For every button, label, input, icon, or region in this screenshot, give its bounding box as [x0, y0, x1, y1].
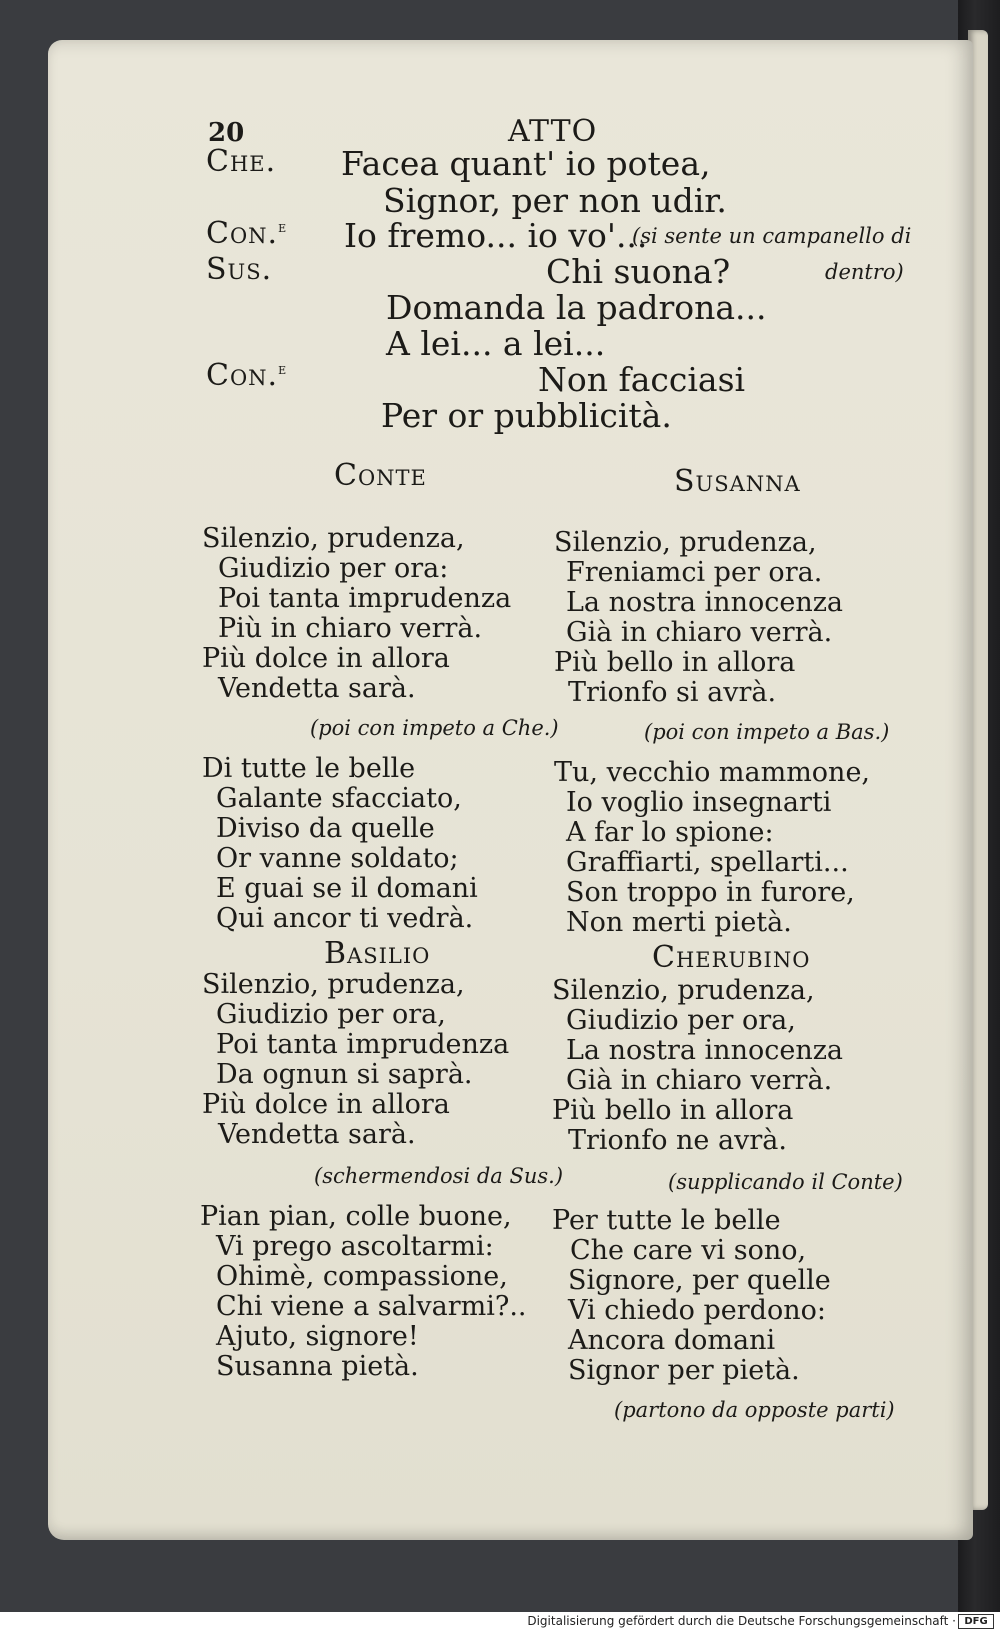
verse-line: Ajuto, signore! [216, 1321, 419, 1352]
verse-line: Qui ancor ti vedrà. [216, 903, 474, 934]
footer-credit: Digitalisierung gefördert durch die Deutsche Forschungsgemeinschaft · [527, 1614, 956, 1628]
stage-direction: dentro) [825, 260, 904, 284]
verse-line: Silenzio, prudenza, [554, 527, 817, 558]
verse-line: Giudizio per ora, [216, 999, 446, 1030]
speaker-conte: Con.$^e$ [206, 216, 288, 251]
verse-column-basilio [202, 970, 509, 1150]
role-heading-susanna: Susanna [674, 464, 801, 499]
dialogue-line: Per or pubblicità. [381, 396, 672, 435]
verse-line: Già in chiaro verrà. [566, 617, 833, 648]
verse-column-susanna [554, 528, 843, 708]
verse-line: Graffiarti, spellarti... [566, 847, 849, 878]
verse-line: Vendetta sarà. [218, 673, 416, 704]
verse-line: Per tutte le belle [552, 1205, 781, 1236]
verse-line: Non merti pietà. [566, 907, 792, 938]
verse-line: Signore, per quelle [568, 1265, 831, 1296]
stage-direction: (schermendosi da Sus.) [314, 1164, 564, 1188]
verse-line: Vi prego ascoltarmi: [216, 1231, 494, 1262]
verse-column-cherubino [552, 976, 843, 1156]
verse-line: Di tutte le belle [202, 753, 416, 784]
verse-line: Ancora domani [568, 1325, 776, 1356]
verse-line: Trionfo si avrà. [568, 677, 777, 708]
running-head: ATTO [508, 114, 598, 149]
speaker-che: Che. [206, 144, 277, 179]
verse-line: Più dolce in allora [202, 1089, 450, 1120]
verse-line: E guai se il domani [216, 873, 478, 904]
speaker-conte: Con.$^e$ [206, 358, 288, 393]
role-heading-cherubino: Cherubino [652, 940, 811, 975]
verse-line: Susanna pietà. [216, 1351, 419, 1382]
dialogue-line: Facea quant' io potea, [341, 144, 711, 183]
verse-line: Ohimè, compassione, [216, 1261, 508, 1292]
verse-line: Chi viene a salvarmi?.. [216, 1291, 527, 1322]
verse-column-basilio-2 [200, 1202, 527, 1382]
verse-line: Pian pian, colle buone, [200, 1201, 512, 1232]
verse-line: Or vanne soldato; [216, 843, 459, 874]
verse-line: Giudizio per ora, [566, 1005, 796, 1036]
exit-stage-direction: (partono da opposte parti) [614, 1398, 895, 1422]
verse-line: Galante sfacciato, [216, 783, 462, 814]
verse-line: Più dolce in allora [202, 643, 450, 674]
book-page [48, 40, 973, 1540]
verse-line: Vi chiedo perdono: [568, 1295, 826, 1326]
verse-column-conte-2 [202, 754, 478, 934]
verse-line: Vendetta sarà. [218, 1119, 416, 1150]
verse-line: Signor per pietà. [568, 1355, 800, 1386]
dfg-logo: DFG [958, 1614, 994, 1629]
verse-line: Freniamci per ora. [566, 557, 823, 588]
verse-line: La nostra innocenza [566, 587, 844, 618]
verse-line: La nostra innocenza [566, 1035, 844, 1066]
verse-line: Silenzio, prudenza, [202, 523, 465, 554]
verse-line: Tu, vecchio mammone, [554, 757, 871, 788]
verse-line: Già in chiaro verrà. [566, 1065, 833, 1096]
dialogue-line: A lei... a lei... [386, 324, 606, 363]
stage-direction: (poi con impeto a Bas.) [644, 720, 890, 744]
verse-line: Giudizio per ora: [218, 553, 449, 584]
verse-line: Da ognun si saprà. [216, 1059, 473, 1090]
verse-line: Son troppo in furore, [566, 877, 855, 908]
dialogue-line: Signor, per non udir. [383, 181, 727, 220]
verse-line: Io voglio insegnarti [566, 787, 832, 818]
verse-line: Silenzio, prudenza, [552, 975, 815, 1006]
verse-line: Silenzio, prudenza, [202, 969, 465, 1000]
role-heading-conte: Conte [334, 458, 427, 493]
verse-column-susanna-2 [554, 758, 870, 938]
verse-line: Poi tanta imprudenza [218, 583, 512, 614]
verse-line: Diviso da quelle [216, 813, 435, 844]
dialogue-line: Non facciasi [538, 360, 746, 399]
verse-line: Poi tanta imprudenza [216, 1029, 510, 1060]
dialogue-line: Io fremo... io vo'... [344, 216, 648, 255]
verse-line: Che care vi sono, [570, 1235, 807, 1266]
speaker-susanna: Sus. [206, 252, 273, 287]
stage-direction: (poi con impeto a Che.) [310, 716, 559, 740]
verse-line: A far lo spione: [566, 817, 774, 848]
verse-line: Più bello in allora [554, 647, 796, 678]
dialogue-line: Chi suona? [546, 252, 731, 291]
page-number: 20 [208, 118, 245, 148]
verse-line: Trionfo ne avrà. [568, 1125, 787, 1156]
role-heading-basilio: Basilio [324, 936, 431, 971]
verse-column-cherubino-2 [552, 1206, 831, 1386]
stage-direction: (supplicando il Conte) [668, 1170, 903, 1194]
dialogue-line: Domanda la padrona... [386, 288, 767, 327]
verse-column-conte [202, 524, 511, 704]
stage-direction: (si sente un campanello di [632, 224, 912, 248]
digitization-footer [0, 1612, 1000, 1630]
verse-line: Più bello in allora [552, 1095, 794, 1126]
verse-line: Più in chiaro verrà. [218, 613, 483, 644]
